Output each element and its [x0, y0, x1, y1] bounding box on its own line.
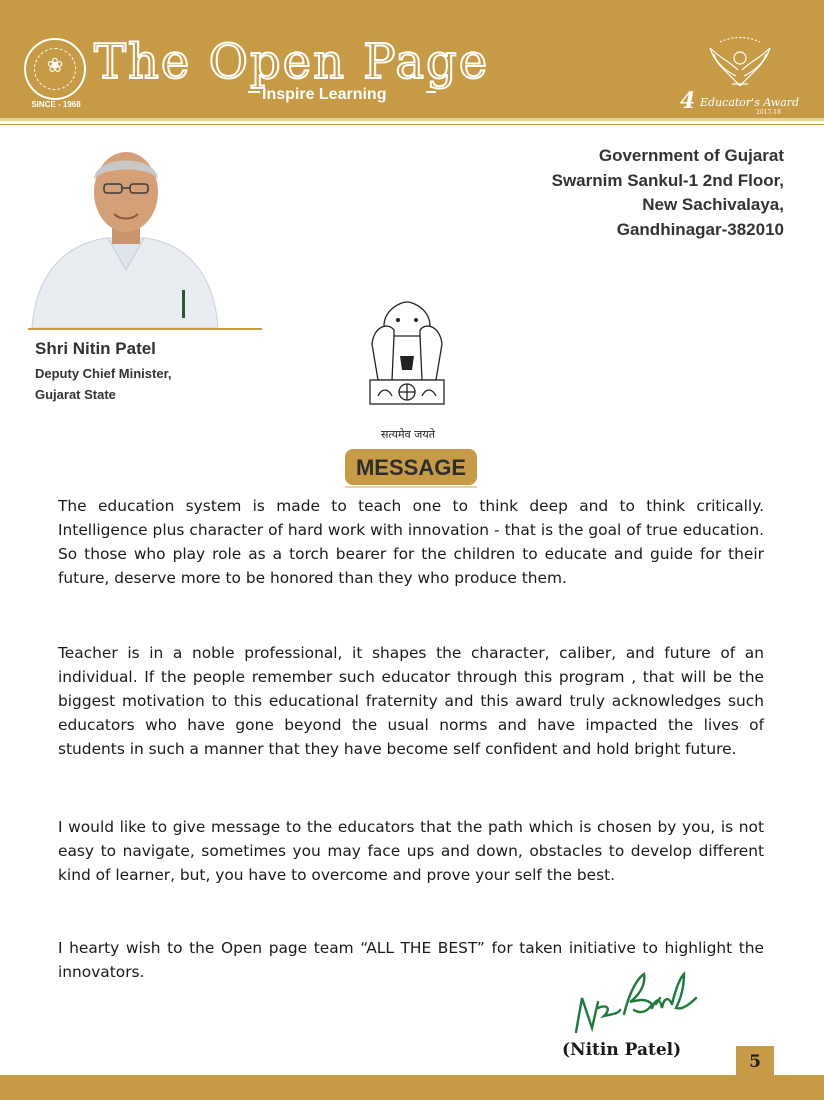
person-state: Gujarat State — [35, 387, 116, 402]
signature-icon — [568, 968, 718, 1036]
footer-band — [0, 1075, 824, 1100]
wings-icon — [680, 36, 800, 96]
page-number-box — [736, 1046, 774, 1076]
header-divider — [0, 118, 824, 121]
award-badge — [680, 36, 800, 116]
portrait-divider — [28, 328, 262, 330]
address-line: Government of Gujarat — [598, 146, 784, 165]
address-line: Gandhinagar-382010 — [616, 219, 784, 239]
header-divider-thin — [0, 124, 824, 125]
since-label: SINCE - 1968 — [31, 100, 81, 109]
emblem-motto: सत्यमेव जयते — [380, 428, 435, 441]
national-emblem-icon — [364, 296, 450, 422]
person-name: Shri Nitin Patel — [35, 339, 156, 358]
brand-tagline: Inspire Learning — [262, 86, 387, 103]
message-heading-underline — [345, 486, 477, 488]
message-paragraph: Teacher is in a noble professional, it shapes the character, caliber, and future of an individual. If the people remember such educator through this program , that will be the biggest motivation to this educational fraternity and this award truly acknowledges such educators who have gone beyond the usual norms and have impacted the lives of students in such a manner that they have become self confident and hold bright future. — [58, 644, 764, 758]
award-number: 4 — [680, 88, 696, 114]
brand-title: The Open Page — [94, 34, 490, 90]
address-line: Swarnim Sankul-1 2nd Floor, — [551, 170, 784, 190]
person-role: Deputy Chief Minister, — [35, 366, 172, 381]
portrait-photo — [28, 140, 220, 328]
signatory-name: (Nitin Patel) — [562, 1040, 682, 1060]
tagline-rule-left — [248, 91, 260, 93]
message-heading-tag — [345, 449, 477, 485]
award-year: 2017-18 — [756, 109, 781, 116]
message-heading: MESSAGE — [355, 455, 467, 480]
logo-icon — [24, 38, 86, 100]
lotus-icon: ❀ — [46, 53, 64, 77]
message-paragraph: The education system is made to teach one to think deep and to think critically. Intelligence plus character of hard work with innovation - that is the goal of true education. So those who play role as a torch bearer for the children to educate and guide for their future, deserve more to be honored than they who produce them. — [58, 497, 764, 587]
page-number: 5 — [749, 1052, 761, 1072]
message-paragraph: I hearty wish to the Open page team “ALL THE BEST” for taken initiative to highlight the innovators. — [58, 939, 764, 981]
tagline-rule-right — [426, 91, 436, 93]
address-block — [552, 144, 784, 242]
address-line: New Sachivalaya, — [642, 195, 784, 214]
award-title: Educator's Award — [700, 96, 800, 109]
message-paragraph: I would like to give message to the educators that the path which is chosen by you, is not easy to navigate, sometimes you may face ups and down, obstacles to develop different kind of learner, but, you have to overcome and prove your self the best. — [58, 818, 764, 884]
